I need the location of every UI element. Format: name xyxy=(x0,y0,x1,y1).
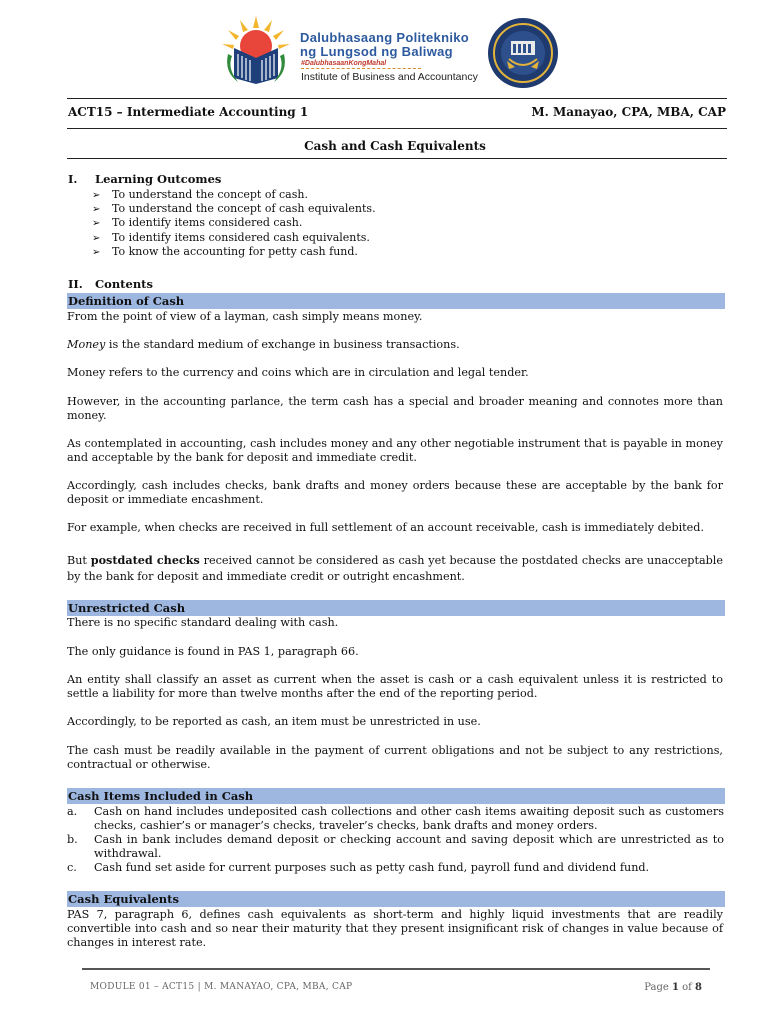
page-title: Cash and Cash Equivalents xyxy=(304,139,486,153)
header-rule xyxy=(67,98,727,99)
section-number: I. xyxy=(68,172,78,186)
footer-module-label: MODULE 01 – ACT15 | M. MANAYAO, CPA, MBA, CAP xyxy=(90,982,353,992)
list-item: Cash in bank includes demand deposit or checking account and saving deposit which are unrestricted as to withdrawal. xyxy=(94,833,724,860)
paragraph: An entity shall classify an asset as current when the asset is cash or a cash equivalent unless it is restricted to settle a liability for more than twelve months after the end of the reporting period. xyxy=(67,673,723,700)
section-heading: Learning Outcomes xyxy=(95,172,222,186)
subsection-band: Cash Equivalents xyxy=(67,891,725,907)
list-item: ➢ To identify items considered cash equivalents. xyxy=(92,231,370,244)
list-marker: c. xyxy=(67,861,77,874)
paragraph: But postdated checks received cannot be considered as cash yet because the postdated checks are unacceptable by the bank for deposit and immediate credit or outright encashment. xyxy=(67,553,723,583)
paragraph: From the point of view of a layman, cash simply means money. xyxy=(67,310,423,323)
section-number: II. xyxy=(68,277,83,291)
seal-icon xyxy=(487,17,559,89)
list-item: ➢ To know the accounting for petty cash fund. xyxy=(92,245,358,258)
page-indicator: Page 1 of 8 xyxy=(644,982,702,993)
arrow-bullet-icon: ➢ xyxy=(92,218,101,229)
paragraph: PAS 7, paragraph 6, defines cash equivalents as short-term and highly liquid investments that are readily convertible into cash and so near their maturity that they present insignificant risk of changes in value because of changes in interest rate. xyxy=(67,908,723,949)
subsection-band: Unrestricted Cash xyxy=(67,600,725,616)
paragraph: The cash must be readily available in the payment of current obligations and not be subject to any restrictions, contractual or otherwise. xyxy=(67,744,723,771)
instructor-name: M. Manayao, CPA, MBA, CAP xyxy=(531,105,726,119)
arrow-bullet-icon: ➢ xyxy=(92,247,101,258)
arrow-bullet-icon: ➢ xyxy=(92,204,101,215)
arrow-bullet-icon: ➢ xyxy=(92,233,101,244)
list-marker: a. xyxy=(67,805,78,818)
paragraph: As contemplated in accounting, cash includes money and any other negotiable instrument that is payable in money and acceptable by the bank for deposit and immediate credit. xyxy=(67,437,723,464)
paragraph: Money refers to the currency and coins which are in circulation and legal tender. xyxy=(67,366,529,379)
paragraph: Money is the standard medium of exchange in business transactions. xyxy=(67,338,460,351)
paragraph: However, in the accounting parlance, the term cash has a special and broader meaning and connotes more than money. xyxy=(67,395,723,422)
institute-name: Institute of Business and Accountancy xyxy=(301,71,478,83)
section-heading: Contents xyxy=(95,277,153,291)
paragraph: Accordingly, to be reported as cash, an item must be unrestricted in use. xyxy=(67,715,481,728)
hashtag: #DalubhasaanKongMahal xyxy=(301,60,387,67)
list-item: ➢ To understand the concept of cash equivalents. xyxy=(92,202,376,215)
list-marker: b. xyxy=(67,833,78,846)
school-name-line1: Dalubhasaang Politekniko xyxy=(300,30,470,45)
subsection-band: Cash Items Included in Cash xyxy=(67,788,725,804)
list-item: ➢ To understand the concept of cash. xyxy=(92,188,308,201)
list-item: ➢ To identify items considered cash. xyxy=(92,216,303,229)
course-code: ACT15 – Intermediate Accounting 1 xyxy=(68,105,309,119)
divider xyxy=(301,68,421,70)
subsection-band: Definition of Cash xyxy=(67,293,725,309)
college-logo-icon xyxy=(218,14,294,86)
list-item: Cash fund set aside for current purposes such as petty cash fund, payroll fund and dividend fund. xyxy=(94,861,650,874)
title-rule xyxy=(67,158,727,159)
paragraph: There is no specific standard dealing with cash. xyxy=(67,616,339,629)
paragraph: For example, when checks are received in full settlement of an account receivable, cash is immediately debited. xyxy=(67,521,705,534)
school-name-line2: ng Lungsod ng Baliwag xyxy=(300,44,453,59)
paragraph: The only guidance is found in PAS 1, paragraph 66. xyxy=(67,645,359,658)
arrow-bullet-icon: ➢ xyxy=(92,190,101,201)
paragraph: Accordingly, cash includes checks, bank drafts and money orders because these are acceptable by the bank for deposit or immediate encashment. xyxy=(67,479,723,506)
course-rule xyxy=(67,128,727,129)
list-item: Cash on hand includes undeposited cash collections and other cash items awaiting deposit such as customers checks, cashier’s or manager’s checks, traveler’s checks, bank drafts and money orders. xyxy=(94,805,724,832)
footer-rule xyxy=(82,968,710,970)
